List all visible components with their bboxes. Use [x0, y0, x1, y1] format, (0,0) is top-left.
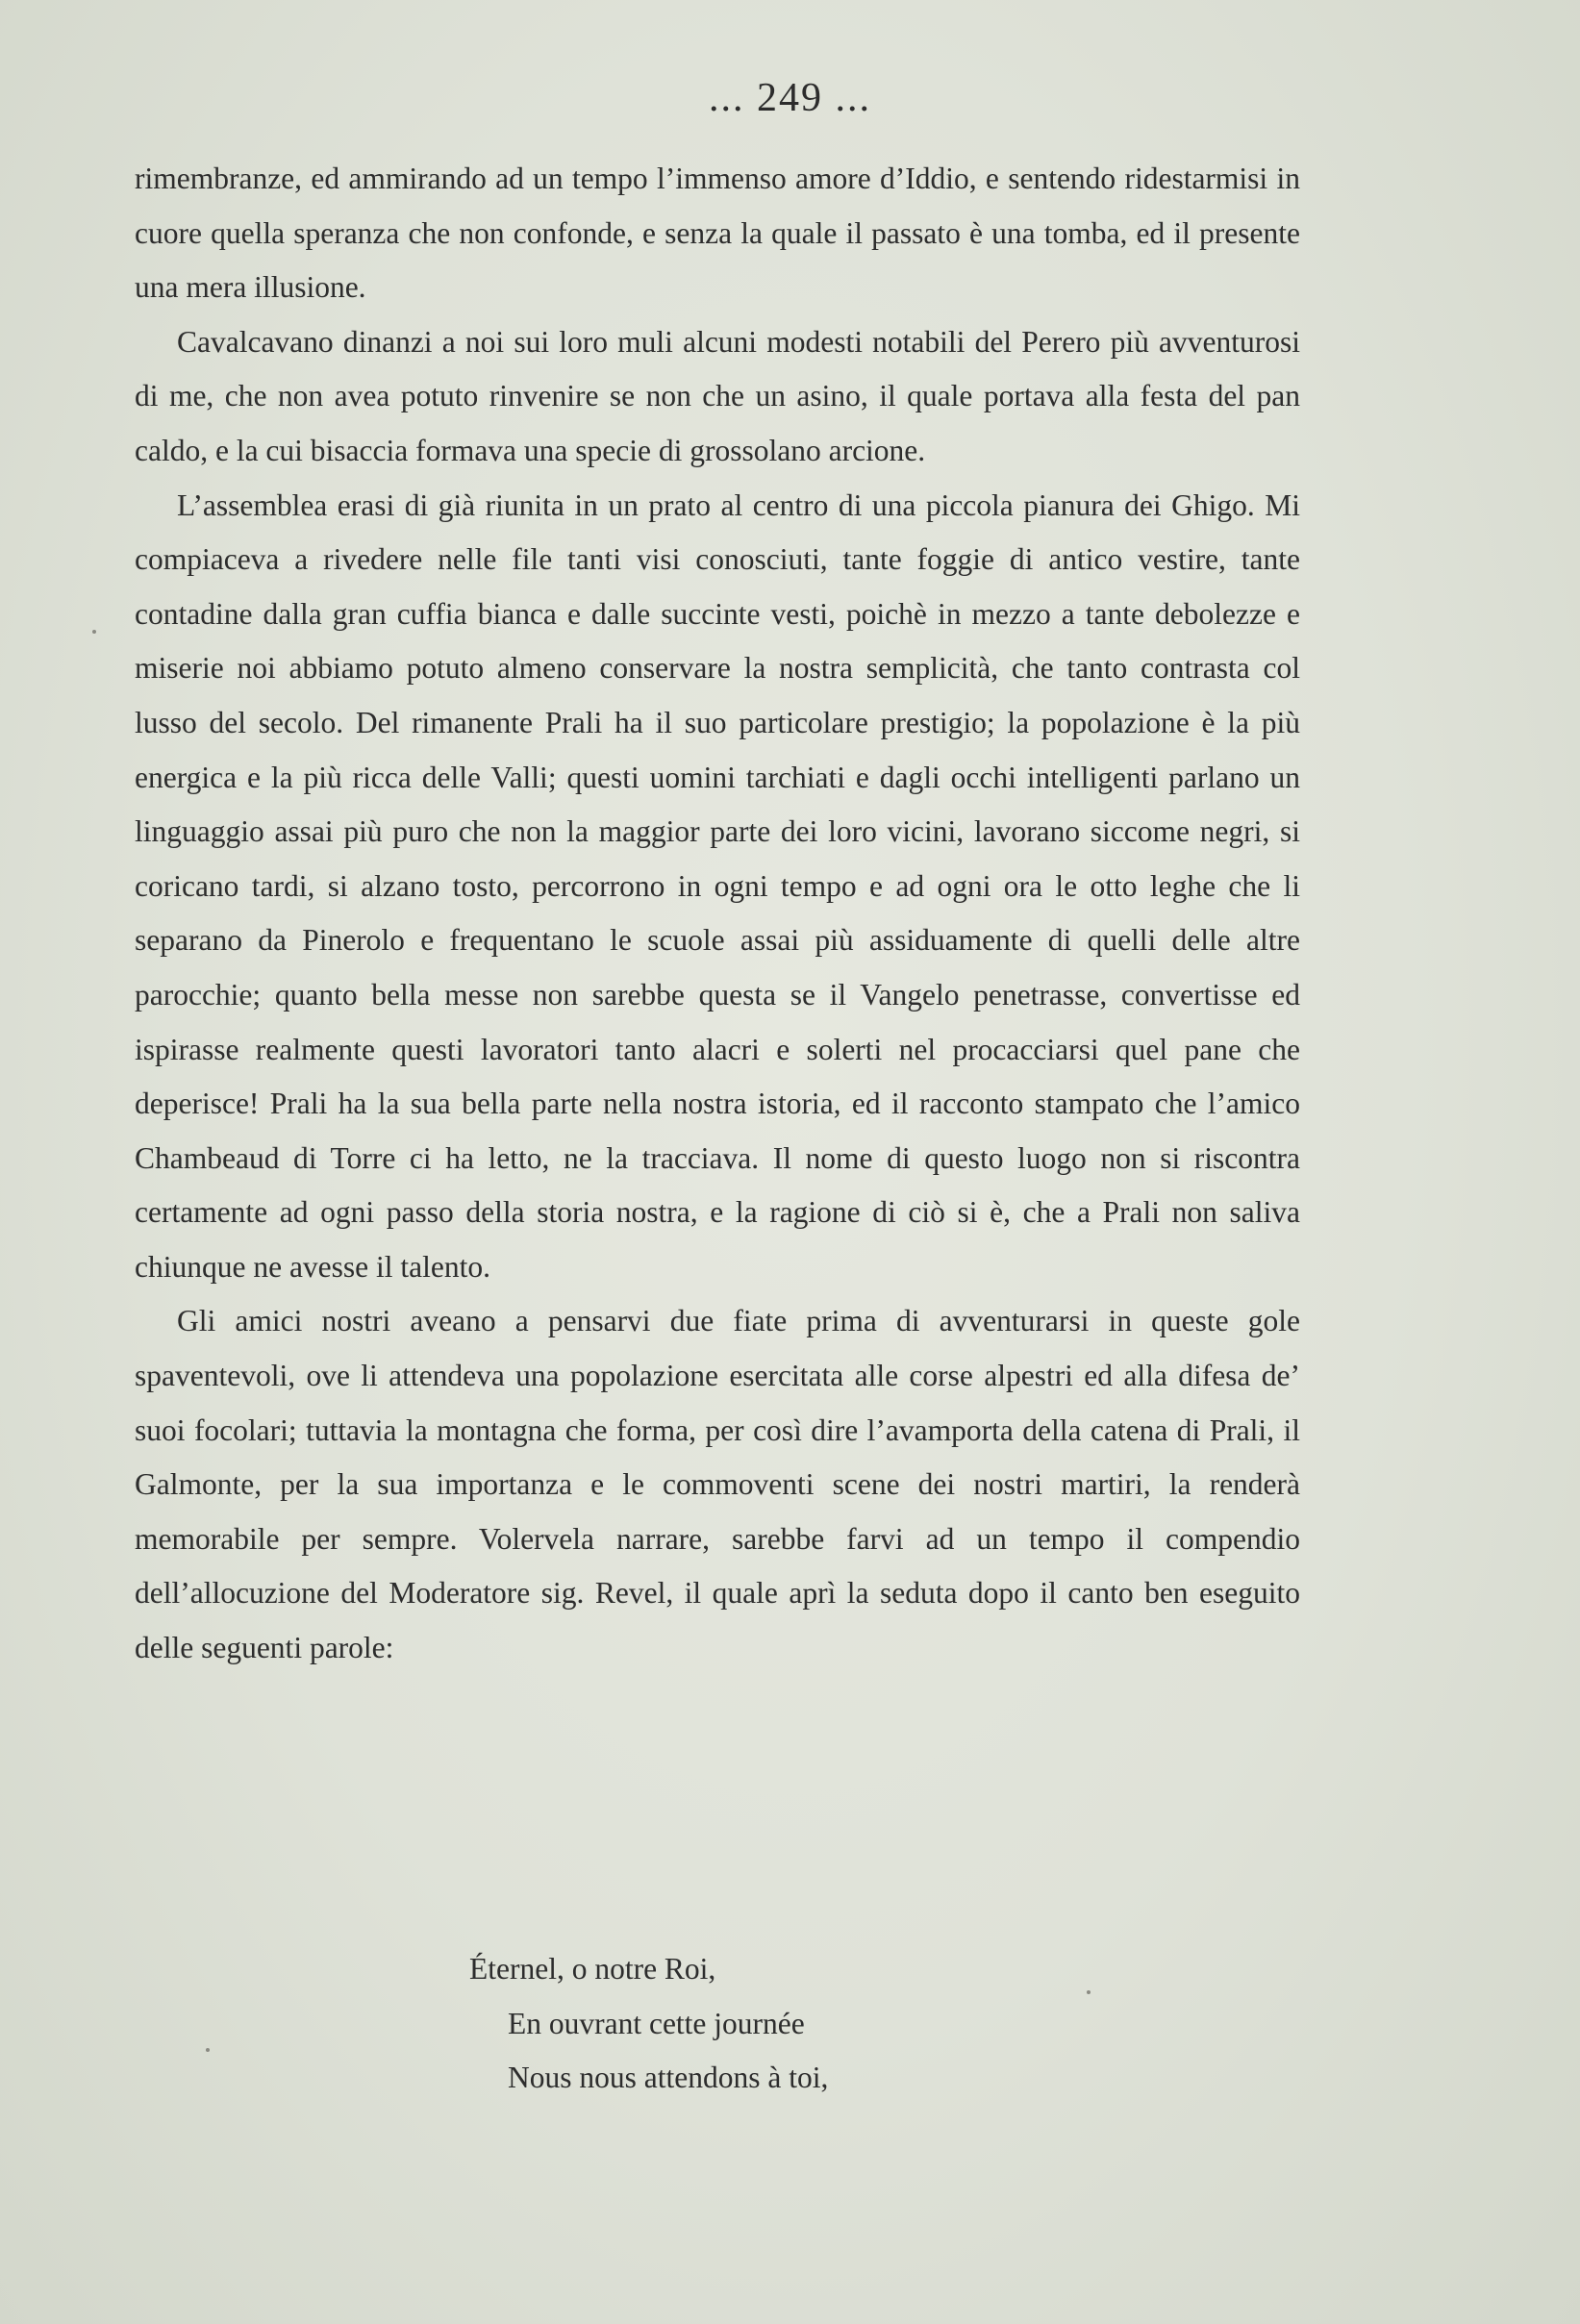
paper-speck — [1087, 1990, 1091, 1994]
verse-line-1: Éternel, o notre Roi, — [469, 1952, 716, 1986]
page-number: ... 249 ... — [709, 76, 871, 120]
body-text — [135, 152, 1300, 1676]
paragraph-2: Cavalcavano dinanzi a noi sui loro muli alcuni modesti notabili del Perero più avventurosi di me, che non avea potuto rinvenire se non che un asino, il quale portava alla festa del pan caldo, e la cui bisaccia formava una specie di grossolano arcione. — [135, 324, 1300, 467]
paragraph-4: Gli amici nostri aveano a pensarvi due fiate prima di avventurarsi in queste gole spaventevoli, ove li attendeva una popolazione esercitata alle corse alpestri ed alla difesa de’ suoi focolari; tuttavia la montagna che forma, per così dire l’avamporta della catena di Prali, il Galmonte, per la sua importanza e le commoventi scene dei nostri martiri, la renderà memorabile per sempre. Volervela narrare, sarebbe farvi ad un tempo il compendio dell’allocuzione del Moderatore sig. Revel, il quale aprì la seduta dopo il canto ben eseguito delle seguenti parole: — [135, 1304, 1300, 1665]
paper-speck — [206, 2048, 210, 2052]
paragraph-3: L’assemblea erasi di già riunita in un prato al centro di una piccola pianura dei Ghigo. Mi compiaceva a rivedere nelle file tanti visi conosciuti, tante foggie di antico vestire, tante contadine dalla gran cuffia bianca e dalle succinte vesti, poichè in mezzo a tante debolezze e miserie noi abbiamo potuto almeno conservare la nostra semplicità, che tanto contrasta col lusso del secolo. Del rimanente Prali ha il suo particolare prestigio; la popolazione è la più energica e la più ricca delle Valli; questi uomini tarchiati e dagli occhi intelligenti parlano un linguaggio assai più puro che non la maggior parte dei loro vicini, lavorano siccome negri, si coricano tardi, si alzano tosto, percorrono in ogni tempo e ad ogni ora le otto leghe che li separano da Pinerolo e frequentano le scuole assai più assiduamente di quelli delle altre parocchie; quanto bella messe non sarebbe questa se il Vangelo penetrasse, convertisse ed ispirasse realmente questi lavoratori tanto alacri e solerti nel procacciarsi quel pane che deperisce! Prali ha la sua bella parte nella nostra istoria, ed il racconto stampato che l’amico Chambeaud di Torre ci ha letto, ne la tracciava. Il nome di questo luogo non si riscontra certamente ad ogni passo della storia nostra, e la ragione di ciò si è, che a Prali non saliva chiunque ne avesse il talento. — [135, 487, 1300, 1284]
paragraph-1: rimembranze, ed ammirando ad un tempo l’immenso amore d’Iddio, e sentendo ridestarmisi in cuore quella speranza che non confonde, e senza la quale il passato è una tomba, ed il presente una mera illusione. — [135, 162, 1300, 305]
verse-line-2: En ouvrant cette journée — [508, 2006, 805, 2040]
paper-speck — [92, 630, 96, 634]
verse-line-3: Nous nous attendons à toi, — [508, 2061, 829, 2095]
verse-block — [0, 1942, 1580, 2106]
